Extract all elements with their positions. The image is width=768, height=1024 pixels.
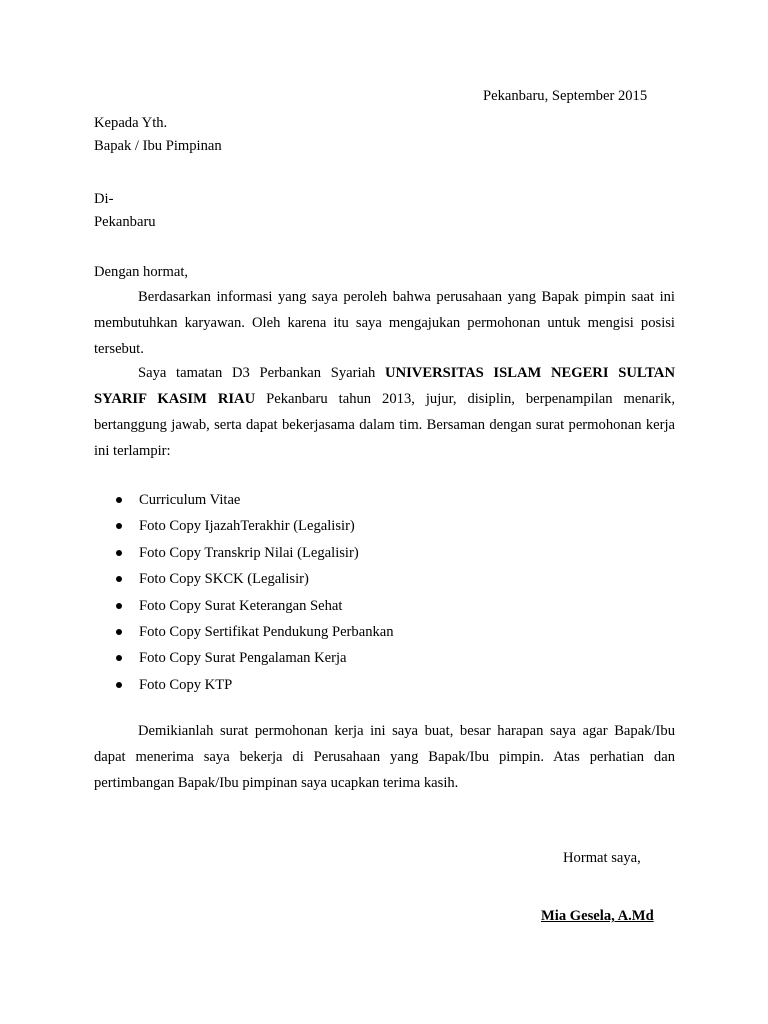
- recipient-line-2: Bapak / Ibu Pimpinan: [94, 138, 222, 154]
- list-item-label: Foto Copy KTP: [139, 676, 233, 693]
- list-item-label: Foto Copy IjazahTerakhir (Legalisir): [139, 518, 355, 535]
- signature-name: Mia Gesela, A.Md: [541, 908, 654, 924]
- body-paragraph-1: Berdasarkan informasi yang saya peroleh bahwa perusahaan yang Bapak pimpin saat ini membutuhkan karyawan. Oleh karena itu saya mengajukan permohonan untuk mengisi posisi tersebut.: [94, 289, 675, 357]
- list-item-label: Curriculum Vitae: [139, 492, 241, 508]
- bullet-icon: [116, 497, 122, 503]
- closing-phrase: Hormat saya,: [563, 850, 641, 866]
- list-item: [94, 540, 394, 566]
- closing-paragraph: Demikianlah surat permohonan kerja ini saya buat, besar harapan saya agar Bapak/Ibu dapat menerima saya bekerja di Perusahaan yang Bapak/Ibu pimpin. Atas perhatian dan pertimbangan Bapak/Ibu pimpinan saya ucapkan terima kasih.: [94, 723, 675, 791]
- paragraph-2-rest: Pekanbaru tahun 2013, jujur, disiplin, berpenampilan menarik, bertanggung jawab, serta dapat bekerjasama dalam tim. Bersaman dengan surat permohonan kerja ini terlampir:: [94, 391, 675, 459]
- salutation: Dengan hormat,: [94, 264, 189, 280]
- bullet-icon: [116, 523, 122, 529]
- list-item: [94, 487, 394, 513]
- list-item-label: Foto Copy Surat Keterangan Sehat: [139, 597, 343, 614]
- list-item-label: Foto Copy Surat Pengalaman Kerja: [139, 650, 347, 667]
- bullet-icon: [116, 682, 122, 688]
- list-item: [94, 619, 394, 645]
- list-item: [94, 513, 394, 539]
- paragraph-2-intro: Saya tamatan D3 Perbankan Syariah: [138, 365, 386, 381]
- list-item: [94, 566, 394, 592]
- list-item-label: Foto Copy Transkrip Nilai (Legalisir): [139, 544, 359, 561]
- recipient-line-1: Kepada Yth.: [94, 115, 168, 131]
- bullet-icon: [116, 629, 122, 635]
- place-date: Pekanbaru, September 2015: [483, 88, 648, 104]
- list-item: [94, 645, 394, 671]
- recipient-line-3: Di-: [94, 191, 114, 207]
- list-item-label: Foto Copy Sertifikat Pendukung Perbankan: [139, 623, 394, 640]
- bullet-icon: [116, 603, 122, 609]
- bullet-icon: [116, 550, 122, 556]
- university-name: UNIVERSITAS ISLAM NEGERI SULTAN SYARIF KASIM RIAU: [94, 365, 675, 407]
- recipient-line-4: Pekanbaru: [94, 214, 156, 230]
- list-item-label: Foto Copy SKCK (Legalisir): [139, 571, 309, 588]
- body-paragraph-2: [94, 360, 675, 464]
- list-item: [94, 672, 394, 698]
- attachment-list: [94, 487, 394, 698]
- list-item: [94, 593, 394, 619]
- bullet-icon: [116, 655, 122, 661]
- bullet-icon: [116, 576, 122, 582]
